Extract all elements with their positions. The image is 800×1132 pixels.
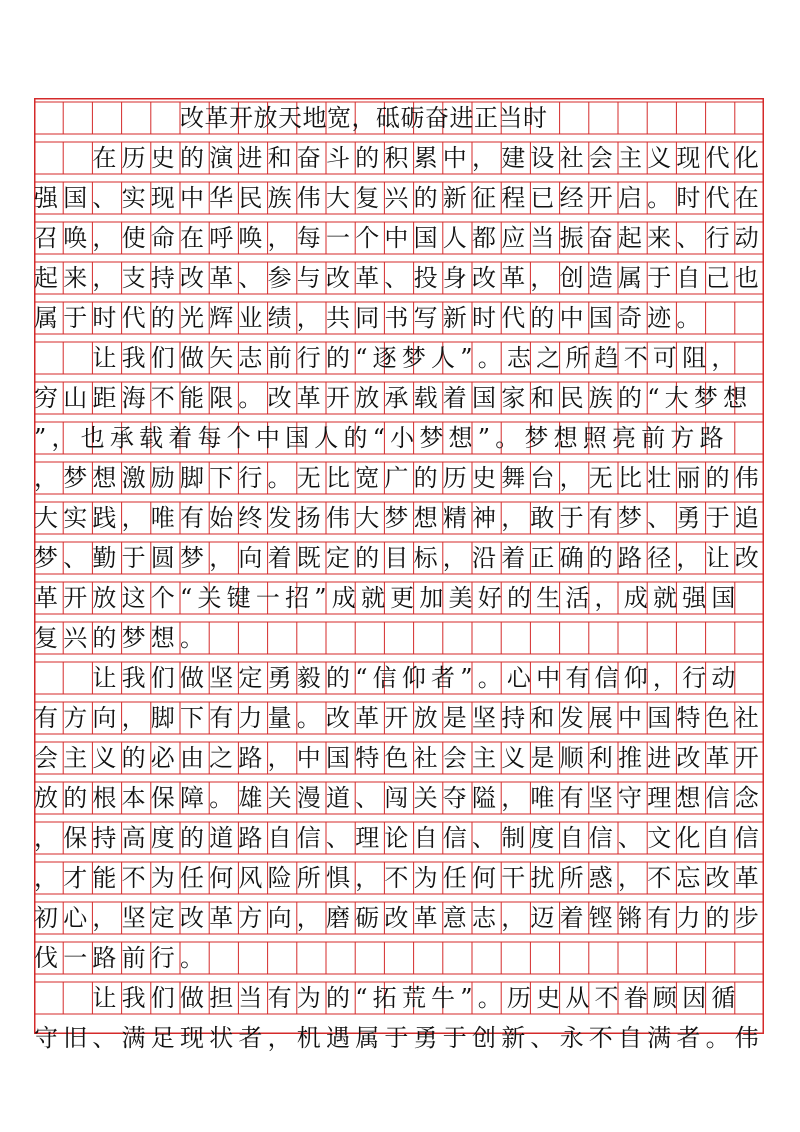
essay-line-23: 守旧、满足现状者，机遇属于勇于创新、永不自满者。伟 xyxy=(34,1024,764,1052)
essay-line-18: ，保持高度的道路自信、理论自信、制度自信、文化自信 xyxy=(34,824,764,852)
essay-line-6: 让我们做矢志前行的“逐梦人”。志之所趋不可阻， xyxy=(92,344,741,372)
essay-line-4: 起来，支持改革、参与改革、投身改革，创造属于自己也 xyxy=(34,264,764,292)
essay-line-13: 复兴的梦想。 xyxy=(34,624,210,652)
essay-line-2: 强国、实现中华民族伟大复兴的新征程已经开启。时代在 xyxy=(34,184,764,212)
essay-line-11: 梦、勤于圆梦，向着既定的目标，沿着正确的路径，让改 xyxy=(34,544,764,572)
essay-line-20: 初心，坚定改革方向，磨砺改革意志，迈着铿锵有力的步 xyxy=(34,904,764,932)
essay-line-17: 放的根本保障。雄关漫道、闯关夺隘，唯有坚守理想信念 xyxy=(34,784,764,812)
essay-line-5: 属于时代的光辉业绩，共同书写新时代的中国奇迹。 xyxy=(34,304,706,332)
essay-line-1: 在历史的演进和奋斗的积累中，建设社会主义现代化 xyxy=(92,144,764,172)
essay-title: 改革开放天地宽，砥砺奋进正当时 xyxy=(180,104,548,132)
essay-line-8: ”，也承载着每个中国人的“小梦想”。梦想照亮前方路 xyxy=(34,424,729,452)
essay-line-10: 大实践，唯有始终发扬伟大梦想精神，敢于有梦、勇于追 xyxy=(34,504,764,532)
essay-line-3: 召唤，使命在呼唤，每一个中国人都应当振奋起来、行动 xyxy=(34,224,764,252)
essay-line-21: 伐一路前行。 xyxy=(34,944,210,972)
essay-line-15: 有方向，脚下有力量。改革开放是坚持和发展中国特色社 xyxy=(34,704,764,732)
essay-line-16: 会主义的必由之路，中国特色社会主义是顺利推进改革开 xyxy=(34,744,764,772)
essay-line-19: ，才能不为任何风险所惧，不为任何干扰所惑，不忘改革 xyxy=(34,864,764,892)
essay-line-14: 让我们做坚定勇毅的“信仰者”。心中有信仰，行动 xyxy=(92,664,741,692)
essay-line-22: 让我们做担当有为的“拓荒牛”。历史从不眷顾因循 xyxy=(92,984,741,1012)
essay-line-9: ，梦想激励脚下行。无比宽广的历史舞台，无比壮丽的伟 xyxy=(34,464,764,492)
essay-line-7: 穷山距海不能限。改革开放承载着国家和民族的“大梦想 xyxy=(34,384,753,412)
essay-line-12: 革开放这个“关键一招”成就更加美好的生活，成就强国 xyxy=(34,584,741,612)
manuscript-paper xyxy=(34,98,764,1052)
